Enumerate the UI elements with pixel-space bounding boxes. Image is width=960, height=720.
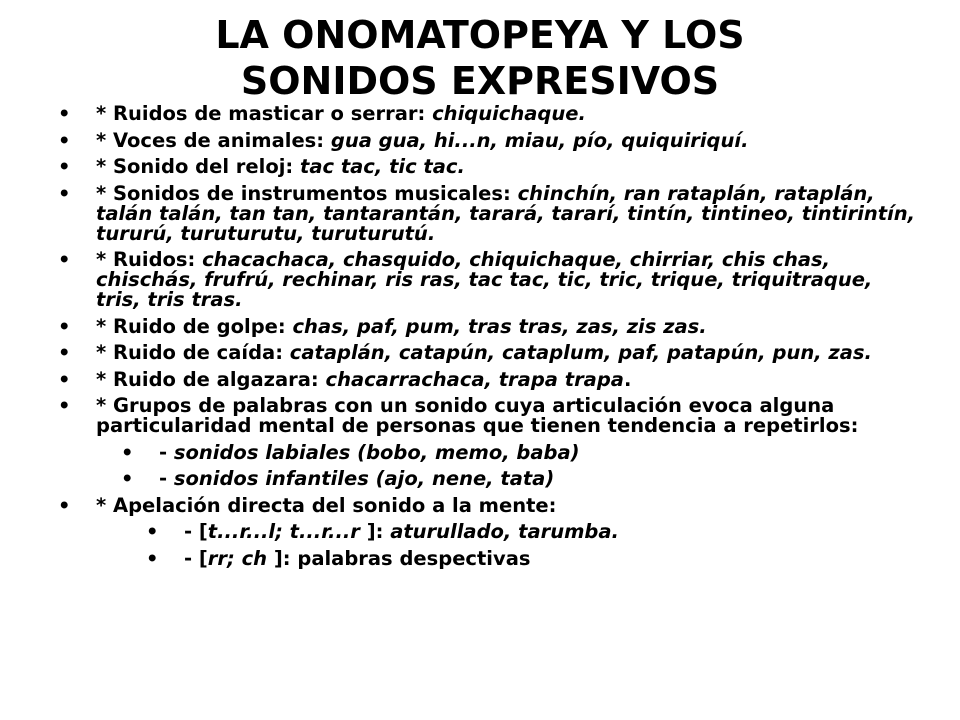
bullet-examples: chacachaca, chasquido, chiquichaque, chirriar, chis chas, chischás, frufrú, rechinar, ris ras, tac tac, tic, tric, trique, triquitraque, tris, tris tras. bbox=[96, 248, 873, 311]
bullet-label: - bbox=[159, 467, 174, 490]
bullet-ruidos bbox=[58, 250, 918, 310]
bullet-tail: . bbox=[623, 367, 632, 391]
bullet-grupos bbox=[58, 396, 918, 436]
bullet-examples: sonidos labiales (bobo, memo, baba) bbox=[173, 440, 580, 464]
bullet-label: - [ bbox=[184, 546, 208, 570]
bullet-label: * Ruido de golpe: bbox=[96, 314, 293, 338]
bullet-caida bbox=[58, 343, 918, 363]
bullet-tail: ]: bbox=[366, 520, 391, 543]
bullet-algazara bbox=[58, 367, 918, 391]
bullet-sonidos-infantiles bbox=[58, 469, 918, 489]
slide-title bbox=[80, 12, 880, 104]
bullet-label: * Ruidos de masticar o serrar: bbox=[96, 102, 433, 125]
bullet-apelacion bbox=[58, 493, 918, 517]
bullet-examples: chinchín, ran rataplán, rataplán, talán talán, tan tan, tantarantán, tarará, tararí, tintín, tintineo, tintirintín, tururú, turuturutu, turuturutú. bbox=[96, 181, 916, 245]
bullet-label: * Apelación directa del sonido a la mente: bbox=[96, 493, 557, 517]
bullet-sonidos-labiales bbox=[58, 440, 918, 464]
bullet-label: * Ruido de algazara: bbox=[96, 367, 326, 391]
bullet-label: * Grupos de palabras con un sonido cuya articulación evoca alguna particularidad mental de personas que tienen tendencia a repetirlos: bbox=[96, 394, 859, 437]
bullet-instrumentos bbox=[58, 181, 918, 245]
bullet-golpe bbox=[58, 314, 918, 338]
slide-title-line-2: SONIDOS EXPRESIVOS bbox=[240, 59, 720, 103]
bullet-examples: gua gua, hi...n, miau, pío, quiquiriquí. bbox=[330, 128, 749, 152]
bullet-examples: sonidos infantiles (ajo, nene, tata) bbox=[173, 467, 555, 490]
slide-title-line-1: LA ONOMATOPEYA Y LOS bbox=[215, 13, 745, 57]
bullet-examples: chiquichaque. bbox=[432, 102, 586, 125]
bullet-label: - bbox=[159, 440, 174, 464]
bullet-despectivas bbox=[58, 546, 918, 570]
bullet-aturullado bbox=[58, 522, 918, 542]
bullet-examples: tac tac, tic tac. bbox=[300, 155, 465, 178]
bullet-examples: t...r...l; t...r...r bbox=[207, 520, 367, 543]
bullet-label: * Ruidos: bbox=[96, 248, 203, 271]
bullet-examples: rr; ch bbox=[207, 546, 274, 570]
bullet-tail: ]: palabras despectivas bbox=[273, 546, 531, 570]
bullet-label: * Voces de animales: bbox=[96, 128, 331, 152]
bullet-label: * Sonido del reloj: bbox=[96, 155, 300, 178]
bullet-masticar bbox=[58, 104, 918, 124]
bullet-label: * Ruido de caída: bbox=[96, 341, 290, 364]
bullet-animales bbox=[58, 128, 918, 152]
bullet-reloj bbox=[58, 157, 918, 177]
bullet-examples: cataplán, catapún, cataplum, paf, patapún, pun, zas. bbox=[289, 341, 872, 364]
bullet-label: - [ bbox=[184, 520, 208, 543]
bullet-list bbox=[58, 104, 918, 575]
bullet-examples: chacarrachaca, trapa trapa bbox=[325, 367, 624, 391]
bullet-examples: chas, paf, pum, tras tras, zas, zis zas. bbox=[292, 314, 707, 338]
bullet-label: * Sonidos de instrumentos musicales: bbox=[96, 181, 518, 205]
bullet-examples-2: aturullado, tarumba. bbox=[390, 520, 619, 543]
